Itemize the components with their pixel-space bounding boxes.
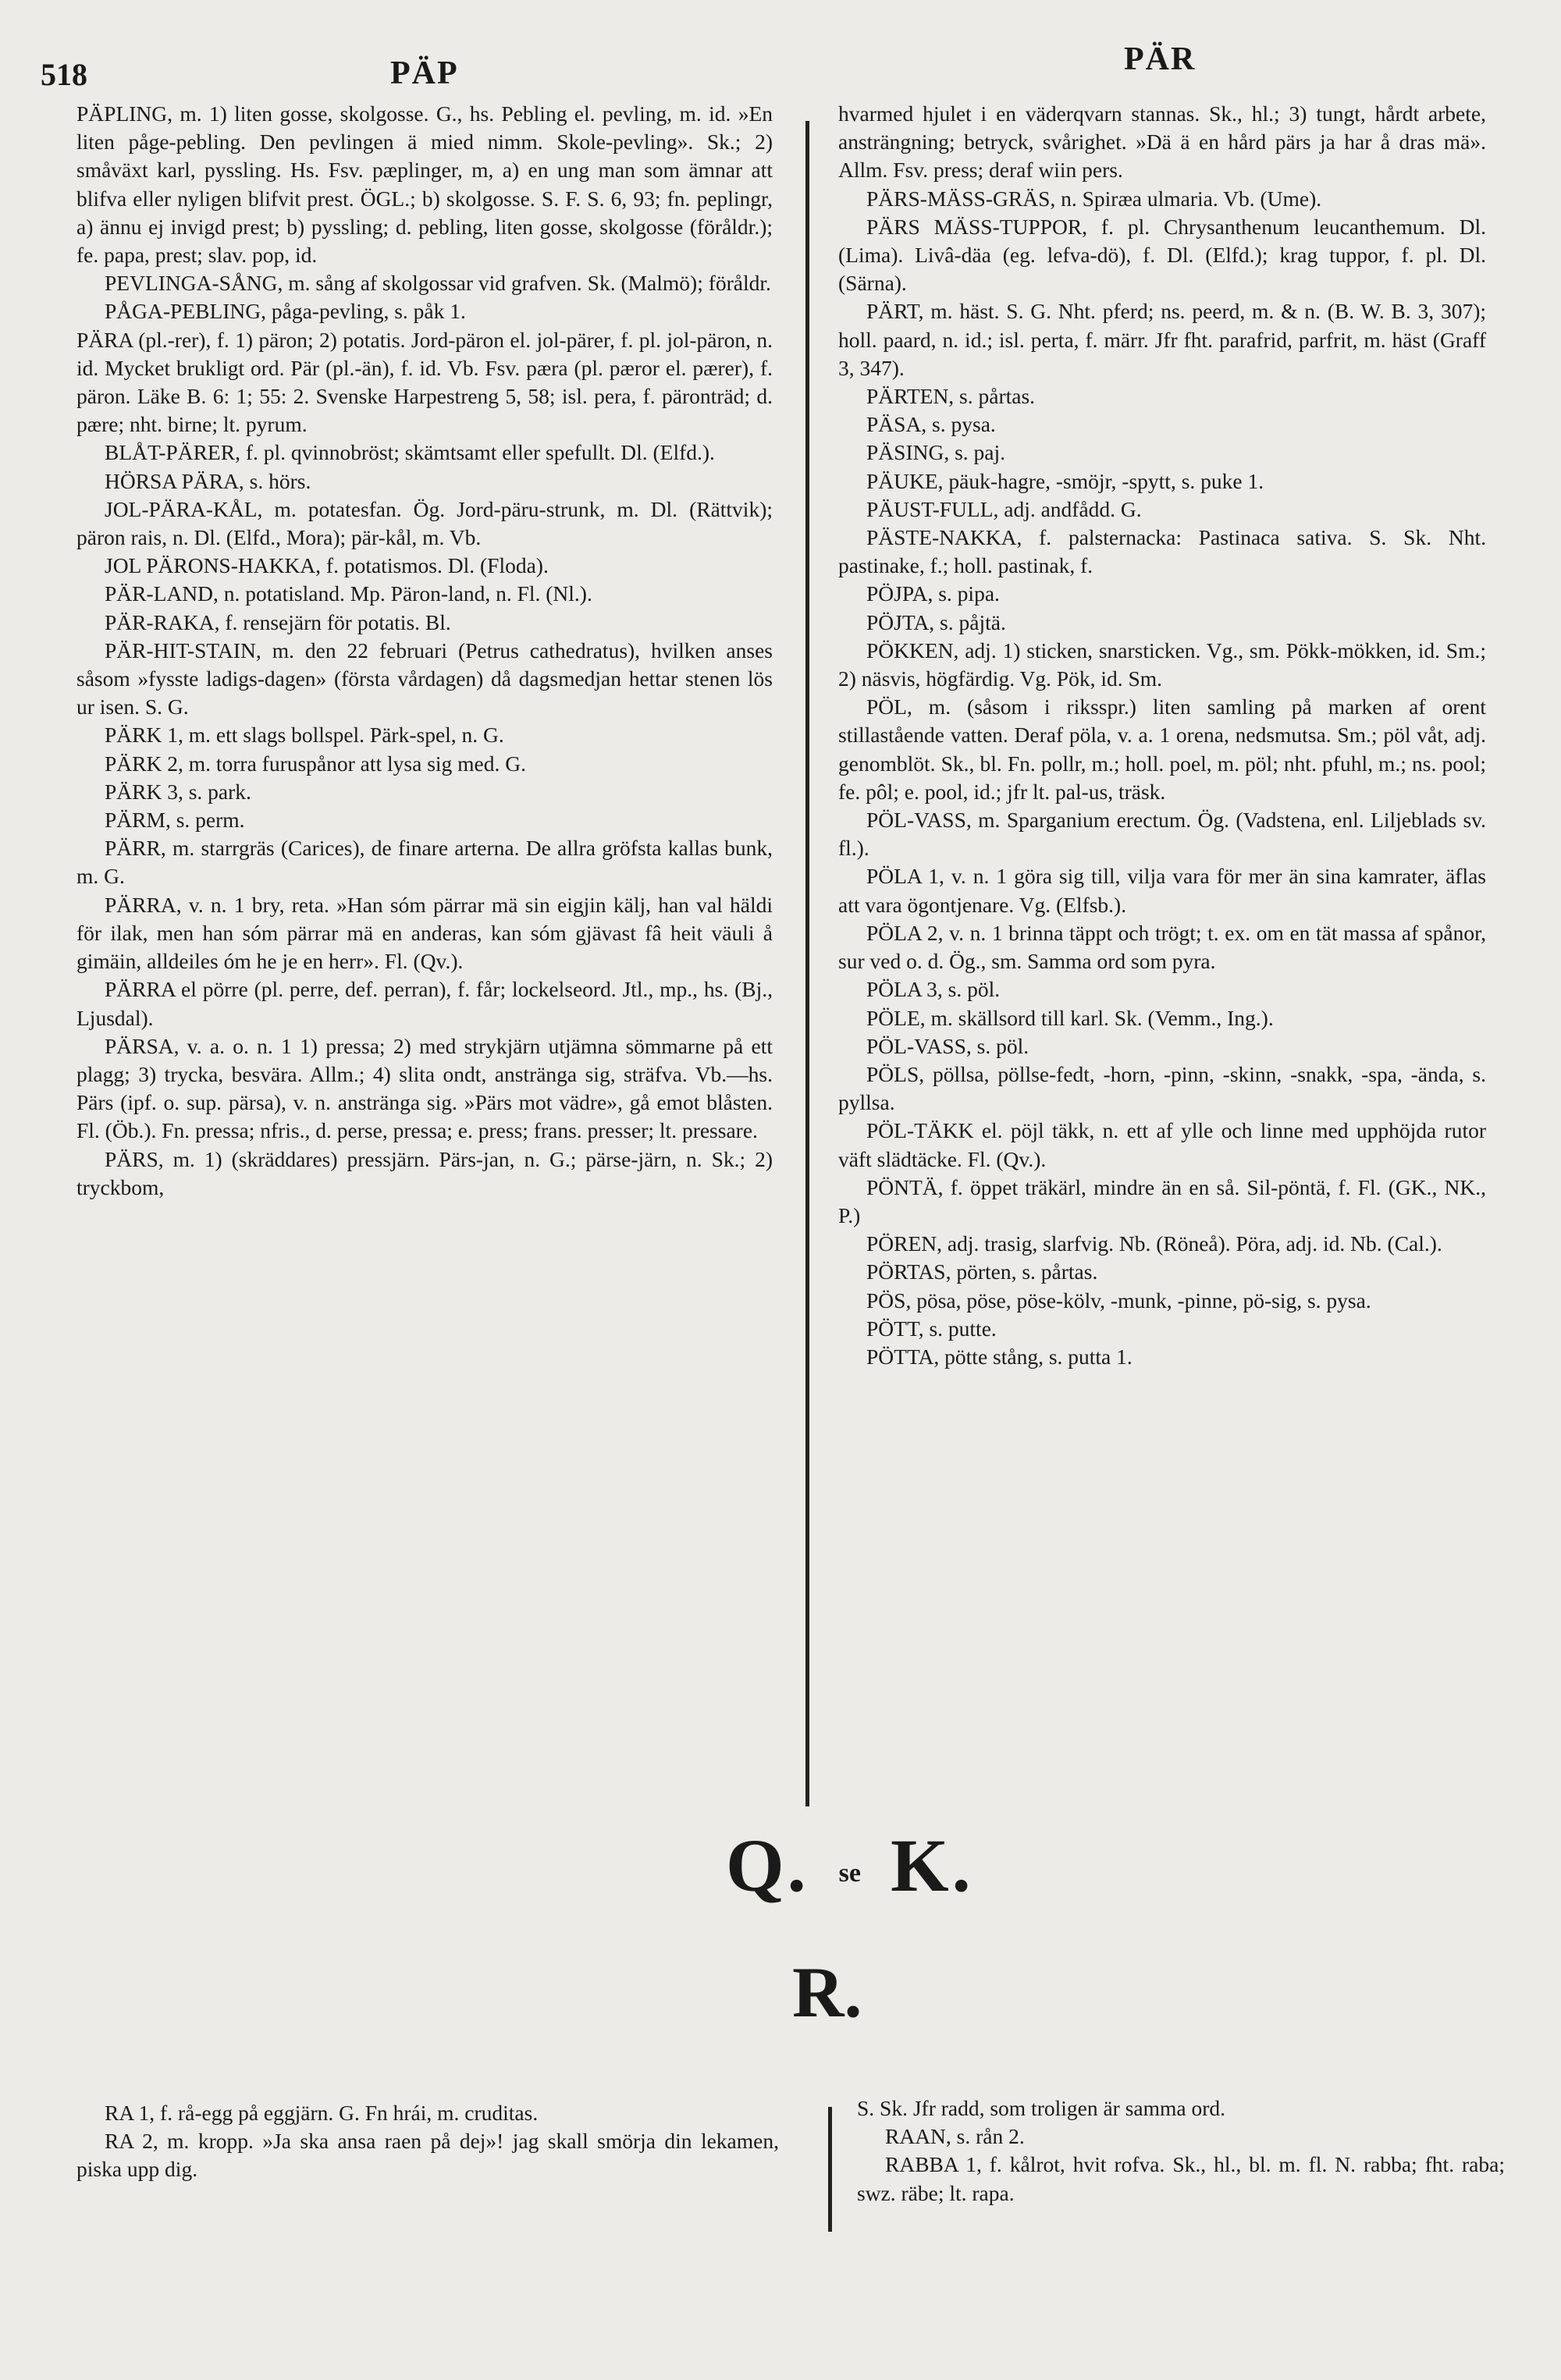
entry: PÄSTE-NAKKA, f. palsternacka: Pastinaca sativa. S. Sk. Nht. pastinake, f.; holl. pastinak, f. bbox=[838, 525, 1486, 578]
section-heading-r: R. bbox=[792, 1952, 862, 2032]
page-header bbox=[0, 41, 1561, 95]
cross-reference-se: se bbox=[838, 1858, 861, 1888]
entry: PÖRTAS, pörten, s. pårtas. bbox=[866, 1259, 1098, 1284]
entry: PÄRK 2, m. torra furuspånor att lysa sig med. G. bbox=[105, 751, 526, 776]
bottom-left-column bbox=[76, 2099, 779, 2184]
section-target-k: K. bbox=[891, 1824, 974, 1907]
entry: RABBA 1, f. kålrot, hvit rofva. Sk., hl., bl. m. fl. N. rabba; fht. raba; swz. räbe; lt. rapa. bbox=[857, 2152, 1505, 2205]
section-heading-q bbox=[726, 1822, 974, 1909]
entry: PÄRM, s. perm. bbox=[105, 808, 245, 833]
entry: PÄR-RAKA, f. rensejärn för potatis. Bl. bbox=[105, 609, 451, 634]
entry: PÖLA 1, v. n. 1 göra sig till, vilja vara för mer än sina kamrater, äflas att vara ögontjenare. Vg. (Elfsb.). bbox=[838, 864, 1486, 917]
entry: HÖRSA PÄRA, s. hörs. bbox=[105, 468, 311, 493]
entry: PÄRTEN, s. pårtas. bbox=[866, 384, 1036, 409]
entry: PÖS, pösa, pöse, pöse-kölv, -munk, -pinne, pö-sig, s. pysa. bbox=[866, 1288, 1371, 1313]
entry: RA 1, f. rå-egg på eggjärn. G. Fn hrái, m. cruditas. bbox=[105, 2101, 539, 2125]
entry: PÄSING, s. paj. bbox=[866, 440, 1005, 465]
entry: PÖL-VASS, s. pöl. bbox=[866, 1033, 1029, 1058]
entry: PÖLE, m. skällsord till karl. Sk. (Vemm., Ing.). bbox=[866, 1005, 1274, 1030]
left-column bbox=[76, 100, 773, 1202]
entry: PÄRS-MÄSS-GRÄS, n. Spiræa ulmaria. Vb. (Ume). bbox=[866, 186, 1322, 211]
entry: PÄUKE, päuk-hagre, -smöjr, -spytt, s. puke 1. bbox=[866, 468, 1264, 493]
entry: PÄRK 3, s. park. bbox=[105, 779, 251, 804]
section-letter-q: Q. bbox=[726, 1824, 809, 1907]
entry: PEVLINGA-SÅNG, m. sång af skolgossar vid grafven. Sk. (Malmö); föråldr. bbox=[105, 271, 771, 296]
page-number: 518 bbox=[41, 57, 87, 92]
entry: PÖL-VASS, m. Sparganium erectum. Ög. (Vadstena, enl. Liljeblads sv. fl.). bbox=[838, 808, 1486, 861]
column-divider-bottom bbox=[828, 2107, 832, 2232]
entry: PÄPLING, m. 1) liten gosse, skolgosse. G., hs. Pebling el. pevling, m. id. »En liten påge-pebling. Den pevlingen ä mied nimm. Skole-pevling». Sk.; 2) småväxt karl, pyssling. Hs. Fsv. pæplinger, m, a) en ung man som ämnar att blifva eller nyligen blifvit prest. ÖGL.; b) skolgosse. S. F. S. 6, 93; fn. peplingr, a) ännu ej invigd prest; b) pyssling; d. pebling, liten gosse, skolgosse (föråldr.); fe. papa, prest; slav. pop, id. bbox=[76, 101, 773, 268]
entry: PÄR-LAND, n. potatisland. Mp. Päron-land, n. Fl. (Nl.). bbox=[105, 581, 592, 606]
entry: S. Sk. Jfr radd, som troligen är samma ord. bbox=[857, 2096, 1226, 2120]
entry: PÄRRA el pörre (pl. perre, def. perran), f. får; lockelseord. Jtl., mp., hs. (Bj., Ljusdal). bbox=[76, 977, 773, 1030]
entry: PÖJPA, s. pipa. bbox=[866, 581, 1000, 606]
entry: RA 2, m. kropp. »Ja ska ansa raen på dej»! jag skall smörja din lekamen, piska upp dig. bbox=[76, 2129, 779, 2182]
entry: PÄUST-FULL, adj. andfådd. G. bbox=[866, 496, 1142, 521]
entry: BLÅT-PÄRER, f. pl. qvinnobröst; skämtsamt eller spefullt. Dl. (Elfd.). bbox=[105, 440, 715, 465]
running-head-left: PÄP bbox=[390, 55, 459, 91]
entry: PÖLA 3, s. pöl. bbox=[866, 977, 1001, 1002]
entry: PÄRR, m. starrgräs (Carices), de finare arterna. De allra gröfsta kallas bunk, m. G. bbox=[76, 836, 773, 889]
bottom-right-column bbox=[857, 2094, 1505, 2208]
entry: PÖTTA, pötte stång, s. putta 1. bbox=[866, 1344, 1133, 1369]
entry: PÄRS, m. 1) (skräddares) pressjärn. Pärs-jan, n. G.; pärse-järn, n. Sk.; 2) tryckbom, bbox=[76, 1146, 773, 1199]
entry: PÄR-HIT-STAIN, m. den 22 februari (Petrus cathedratus), hvilken anses såsom »fysste ladigs-dagen» (första vårdagen) då dagsmedjan hettar stenen lös ur isen. S. G. bbox=[76, 638, 773, 719]
entry: PÄRT, m. häst. S. G. Nht. pferd; ns. peerd, m. & n. (B. W. B. 3, 307); holl. paard, n. id.; isl. perta, f. märr. Jfr fht. parafrid, parfrit, m. häst (Graff 3, 347). bbox=[838, 299, 1486, 380]
entry: PÖKKEN, adj. 1) sticken, snarsticken. Vg., sm. Pökk-mökken, id. Sm.; 2) näsvis, högfärdig. Vg. Pök, id. Sm. bbox=[838, 638, 1486, 691]
entry: PÄRA (pl.-rer), f. 1) päron; 2) potatis. Jord-päron el. jol-pärer, f. pl. jol-päron, n. id. Mycket brukligt ord. Pär (pl.-än), f. id. Vb. Fsv. pæra (pl. pæror el. pærer), f. päron. Läke B. 6: 1; 55: 2. Svenske Harpestreng 5, 58; isl. pera, f. päronträd; d. pære; nht. birne; lt. pyrum. bbox=[76, 327, 773, 437]
entry: PÖTT, s. putte. bbox=[866, 1316, 997, 1341]
entry: JOL PÄRONS-HAKKA, f. potatismos. Dl. (Floda). bbox=[105, 553, 549, 578]
entry: PÖLA 2, v. n. 1 brinna täppt och trögt; t. ex. om en tät massa af spånor, sur ved o. d. Ög., sm. Samma ord som pyra. bbox=[838, 920, 1486, 974]
entry: PÄRK 1, m. ett slags bollspel. Pärk-spel, n. G. bbox=[105, 723, 504, 748]
entry: PÄRS MÄSS-TUPPOR, f. pl. Chrysanthenum leucanthemum. Dl. (Lima). Livâ-däa (eg. lefva-dö), f. Dl. (Elfd.); krag tuppor, f. pl. Dl. (Särna). bbox=[838, 214, 1486, 296]
right-column bbox=[838, 100, 1486, 1371]
entry: PÄSA, s. pysa. bbox=[866, 412, 996, 437]
entry: PÖLS, pöllsa, pöllse-fedt, -horn, -pinn, -skinn, -snakk, -spa, -ända, s. pyllsa. bbox=[838, 1061, 1486, 1115]
entry: RAAN, s. rån 2. bbox=[885, 2124, 1025, 2149]
entry: PÖJTA, s. påjtä. bbox=[866, 609, 1006, 634]
entry: hvarmed hjulet i en väderqvarn stannas. Sk., hl.; 3) tungt, hårdt arbete, ansträngning; betryck, svårighet. »Dä ä en hård pärs ja har å dras mä». Allm. Fsv. press; deraf wiin pers. bbox=[838, 101, 1486, 183]
entry: PÖL, m. (såsom i riksspr.) liten samling på marken af orent stillastående vatten. Deraf pöla, v. a. 1 orena, nedsmutsa. Sm.; pöl våt, adj. genomblöt. Sk., bl. Fn. pollr, m.; holl. poel, m. pöl; nht. pfuhl, m.; ns. pool; fe. pôl; e. pool, id.; jfr lt. pal-us, träsk. bbox=[838, 694, 1486, 804]
entry: PÖREN, adj. trasig, slarfvig. Nb. (Röneå). Pöra, adj. id. Nb. (Cal.). bbox=[866, 1231, 1442, 1256]
entry: PÅGA-PEBLING, påga-pevling, s. påk 1. bbox=[105, 299, 466, 324]
entry: PÖL-TÄKK el. pöjl täkk, n. ett af ylle och linne med upphöjda rutor väft slädtäcke. Fl. (Qv.). bbox=[838, 1118, 1486, 1171]
column-divider bbox=[805, 121, 809, 1806]
entry: PÖNTÄ, f. öppet träkärl, mindre än en så. Sil-pöntä, f. Fl. (GK., NK., P.) bbox=[838, 1174, 1486, 1227]
entry: PÄRSA, v. a. o. n. 1 1) pressa; 2) med strykjärn utjämna sömmarne på ett plagg; 3) trycka, besvära. Allm.; 4) slita ondt, anstränga sig, sträfva. Vb.—hs. Pärs (ipf. o. sup. pärsa), v. n. anstränga sig. »Pärs mot vädre», gå emot blåsten. Fl. (Öb.). Fn. pressa; nfris., d. perse, pressa; e. press; frans. presser; lt. pressare. bbox=[76, 1033, 773, 1143]
entry: PÄRRA, v. n. 1 bry, reta. »Han sóm pärrar mä sin eigjin kälj, han val häldi för ilak, men han sóm pärrar mä en anderas, kan sóm gjävast fâ heit väuli å gimäin, alldeiles óm he je en herr». Fl. (Qv.). bbox=[76, 892, 773, 974]
entry: JOL-PÄRA-KÅL, m. potatesfan. Ög. Jord-päru-strunk, m. Dl. (Rättvik); päron rais, n. Dl. (Elfd., Mora); pär-kål, m. Vb. bbox=[76, 496, 773, 550]
running-head-right: PÄR bbox=[1124, 41, 1197, 77]
